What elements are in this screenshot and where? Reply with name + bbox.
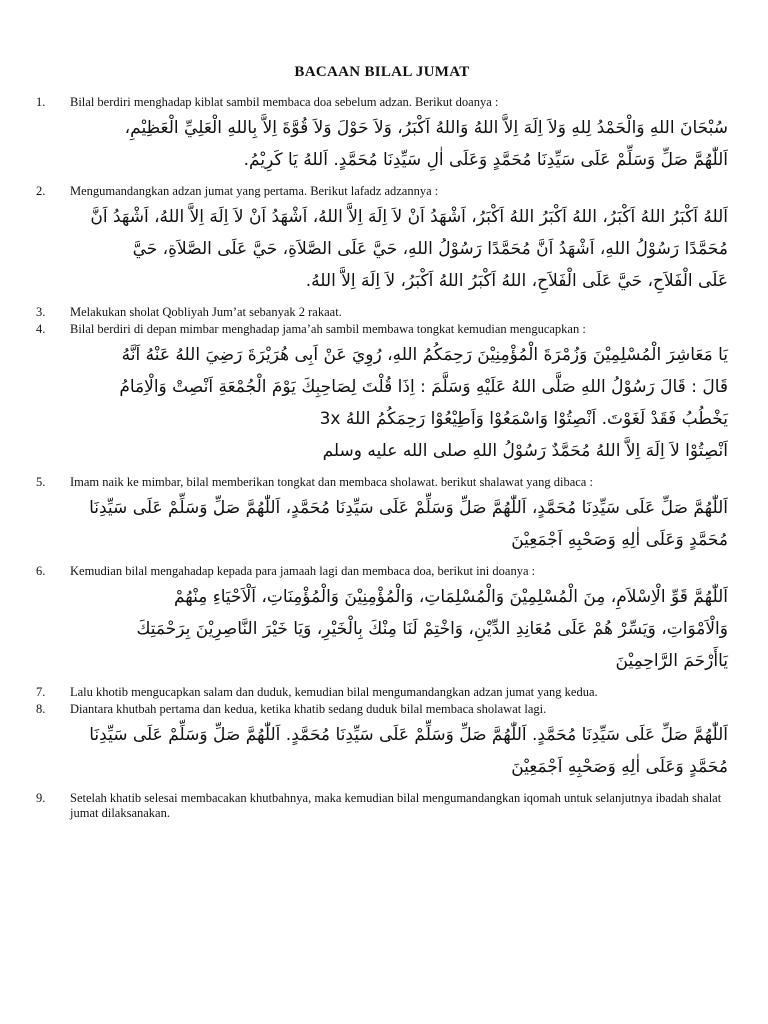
- step-number: 6.: [36, 564, 46, 578]
- step-2: [36, 184, 728, 297]
- document-title: BACAAN BILAL JUMAT: [294, 64, 470, 80]
- step-text: Melakukan sholat Qobliyah Jum’at sebanyak 2 rakaat.: [70, 305, 342, 319]
- arabic-line: اَللهُ اَكْبَرُ اللهُ اَكْبَرُ، اللهُ اَكْبَرُ اللهُ اَكْبَرُ، اَشْهَدُ اَنْ لاَ اِلَهَ اِلاَّ اللهُ، اَشْهَدُ اَنْ لاَ اِلَهَ اِلاَّ اللهُ، اَشْهَدُ اَنَّ: [90, 207, 728, 227]
- step-text: Diantara khutbah pertama dan kedua, ketika khatib sedang duduk bilal membaca sholawat lagi.: [70, 702, 547, 716]
- step-4: [36, 322, 728, 467]
- step-text: Bilal berdiri di depan mimbar menghadap jama’ah sambil membawa tongkat kemudian mengucapkan :: [70, 322, 586, 336]
- arabic-line: يَا مَعَاشِرَ الْمُسْلِمِيْنَ وَزُمْرَةَ الْمُؤْمِنِيْنَ رَحِمَكُمُ اللهِ، رُوِيَ عَنْ اَبِى هُرَيْرَةَ رَضِيَ اللهُ عَنْهُ اَنَّهُ: [121, 345, 728, 365]
- arabic-block: [70, 201, 728, 297]
- step-text: Lalu khotib mengucapkan salam dan duduk, kemudian bilal mengumandangkan adzan jumat yang kedua.: [70, 685, 598, 699]
- arabic-line: مُحَمَّدٍ وَعَلَى اٰلِهِ وَصَحْبِهِ اَجْمَعِيْنَ: [511, 757, 728, 777]
- step-text: Mengumandangkan adzan jumat yang pertama. Berikut lafadz adzannya :: [70, 184, 439, 198]
- step-number: 4.: [36, 322, 46, 336]
- step-text: Setelah khatib selesai membacakan khutbahnya, maka kemudian bilal mengumandangkan iqomah untuk selanjutnya ibadah shalat jumat dilaksanakan.: [70, 791, 722, 820]
- step-number: 9.: [36, 791, 46, 805]
- arabic-block: [70, 581, 728, 677]
- arabic-block: [70, 719, 728, 783]
- arabic-line: اَللّٰهُمَّ صَلِّ عَلَى سَيِّدِنَا مُحَمَّدٍ. اَللّٰهُمَّ صَلِّ وَسَلِّمْ عَلَى سَيِّدِنَا مُحَمَّدٍ. اَللّٰهُمَّ صَلِّ وَسَلِّمْ عَلَى سَيِّدِنَا: [89, 725, 728, 745]
- arabic-line: اَللّٰهُمَّ صَلِّ عَلَى سَيِّدِنَا مُحَمَّدٍ، اَللّٰهُمَّ صَلِّ وَسَلِّمْ عَلَى سَيِّدِنَا مُحَمَّدٍ، اَللّٰهُمَّ صَلِّ وَسَلِّمْ عَلَى سَيِّدِنَا: [89, 498, 728, 518]
- step-text: Kemudian bilal mengahadap kepada para jamaah lagi dan membaca doa, berikut ini doanya :: [70, 564, 536, 578]
- step-number: 7.: [36, 685, 46, 699]
- step-5: [36, 475, 728, 556]
- step-1: [36, 95, 728, 176]
- step-number: 3.: [36, 305, 46, 319]
- arabic-line: سُبْحَانَ اللهِ وَالْحَمْدُ لِلهِ وَلاَ اِلَهَ اِلاَّ اللهُ وَاللهُ اَكْبَرُ، وَلاَ حَوْلَ وَلاَ قُوَّةَ اِلاَّ بِاللهِ الْعَلِيِّ الْعَظِيْمِ،: [124, 118, 728, 138]
- step-7: [36, 685, 728, 700]
- step-text: Bilal berdiri menghadap kiblat sambil membaca doa sebelum adzan. Berikut doanya :: [70, 95, 499, 109]
- arabic-line: اَللّٰهُمَّ صَلِّ وَسَلِّمْ عَلَى سَيِّدِنَا مُحَمَّدٍ وَعَلَى اٰلِ سَيِّدِنَا مُحَمَّدٍ. اَللهُ يَا كَرِيْمُ.: [243, 150, 728, 170]
- step-number: 2.: [36, 184, 46, 198]
- arabic-line: مُحَمَّدًا رَسُوْلُ اللهِ، اَشْهَدُ اَنَّ مُحَمَّدًا رَسُوْلُ اللهِ، حَيَّ عَلَى الصَّلاَةِ، حَيَّ عَلَى الصَّلاَةِ، حَيَّ: [132, 239, 728, 259]
- step-8: [36, 702, 728, 783]
- arabic-line: يَاأَرْحَمَ الرَّاحِمِيْنَ: [615, 651, 728, 671]
- arabic-line: وَالْاَمْوَاتِ، وَيَسِّرْ هُمْ عَلَى مُعَانِدِ الدِّيْنِ، وَاخْتِمْ لَنَا مِنْكَ بِالْخَيْرِ، وَيَا خَيْرَ النَّاصِرِيْنَ بِرَحْمَتِكَ: [136, 619, 728, 639]
- step-6: [36, 564, 728, 677]
- arabic-line: عَلَى الْفَلاَحِ، حَيَّ عَلَى الْفَلاَحِ، اللهُ اَكْبَرُ اللهُ اَكْبَرُ، لاَ اِلَهَ اِلاَّ اللهُ.: [305, 271, 728, 291]
- step-number: 8.: [36, 702, 46, 716]
- step-3: [36, 305, 728, 320]
- step-text: Imam naik ke mimbar, bilal memberikan tongkat dan membaca sholawat. berikut shalawat yang dibaca :: [70, 475, 593, 489]
- steps-list: [36, 95, 728, 821]
- arabic-line: اَنْصِتُوْا لاَ اِلَهَ اِلاَّ اللهُ مُحَمَّدٌ رَسُوْلُ اللهِ صلى الله عليه وسلم: [322, 441, 728, 461]
- step-9: [36, 791, 728, 821]
- arabic-block: [70, 112, 728, 176]
- arabic-block: [70, 492, 728, 556]
- arabic-line: اَللّٰهُمَّ قَوِّ الْاِسْلاَمِ، مِنَ الْمُسْلِمِيْنَ وَالْمُسْلِمَاتِ، وَالْمُؤْمِنِيْنَ وَالْمُؤْمِنَاتِ، اَلْاَحْيَاءِ مِنْهُمْ: [173, 587, 728, 607]
- step-number: 5.: [36, 475, 46, 489]
- arabic-block: [70, 339, 728, 467]
- arabic-line: قَالَ : قَالَ رَسُوْلُ اللهِ صَلَّى اللهُ عَلَيْهِ وَسَلَّمَ : اِذَا قُلْتَ لِصَاحِبِكَ يَوْمَ الْجُمْعَةِ اَنْصِتْ وَالْاِمَامُ: [119, 377, 728, 397]
- step-number: 1.: [36, 95, 46, 109]
- arabic-line: يَخْطُبُ فَقَدْ لَغَوْتَ. اَنْصِتُوْا وَاسْمَعُوْا وَاَطِيْعُوْا رَحِمَكُمُ اللهُ 3x: [319, 409, 728, 429]
- arabic-line: مُحَمَّدٍ وَعَلَى اٰلِهِ وَصَحْبِهِ اَجْمَعِيْنَ: [511, 530, 728, 550]
